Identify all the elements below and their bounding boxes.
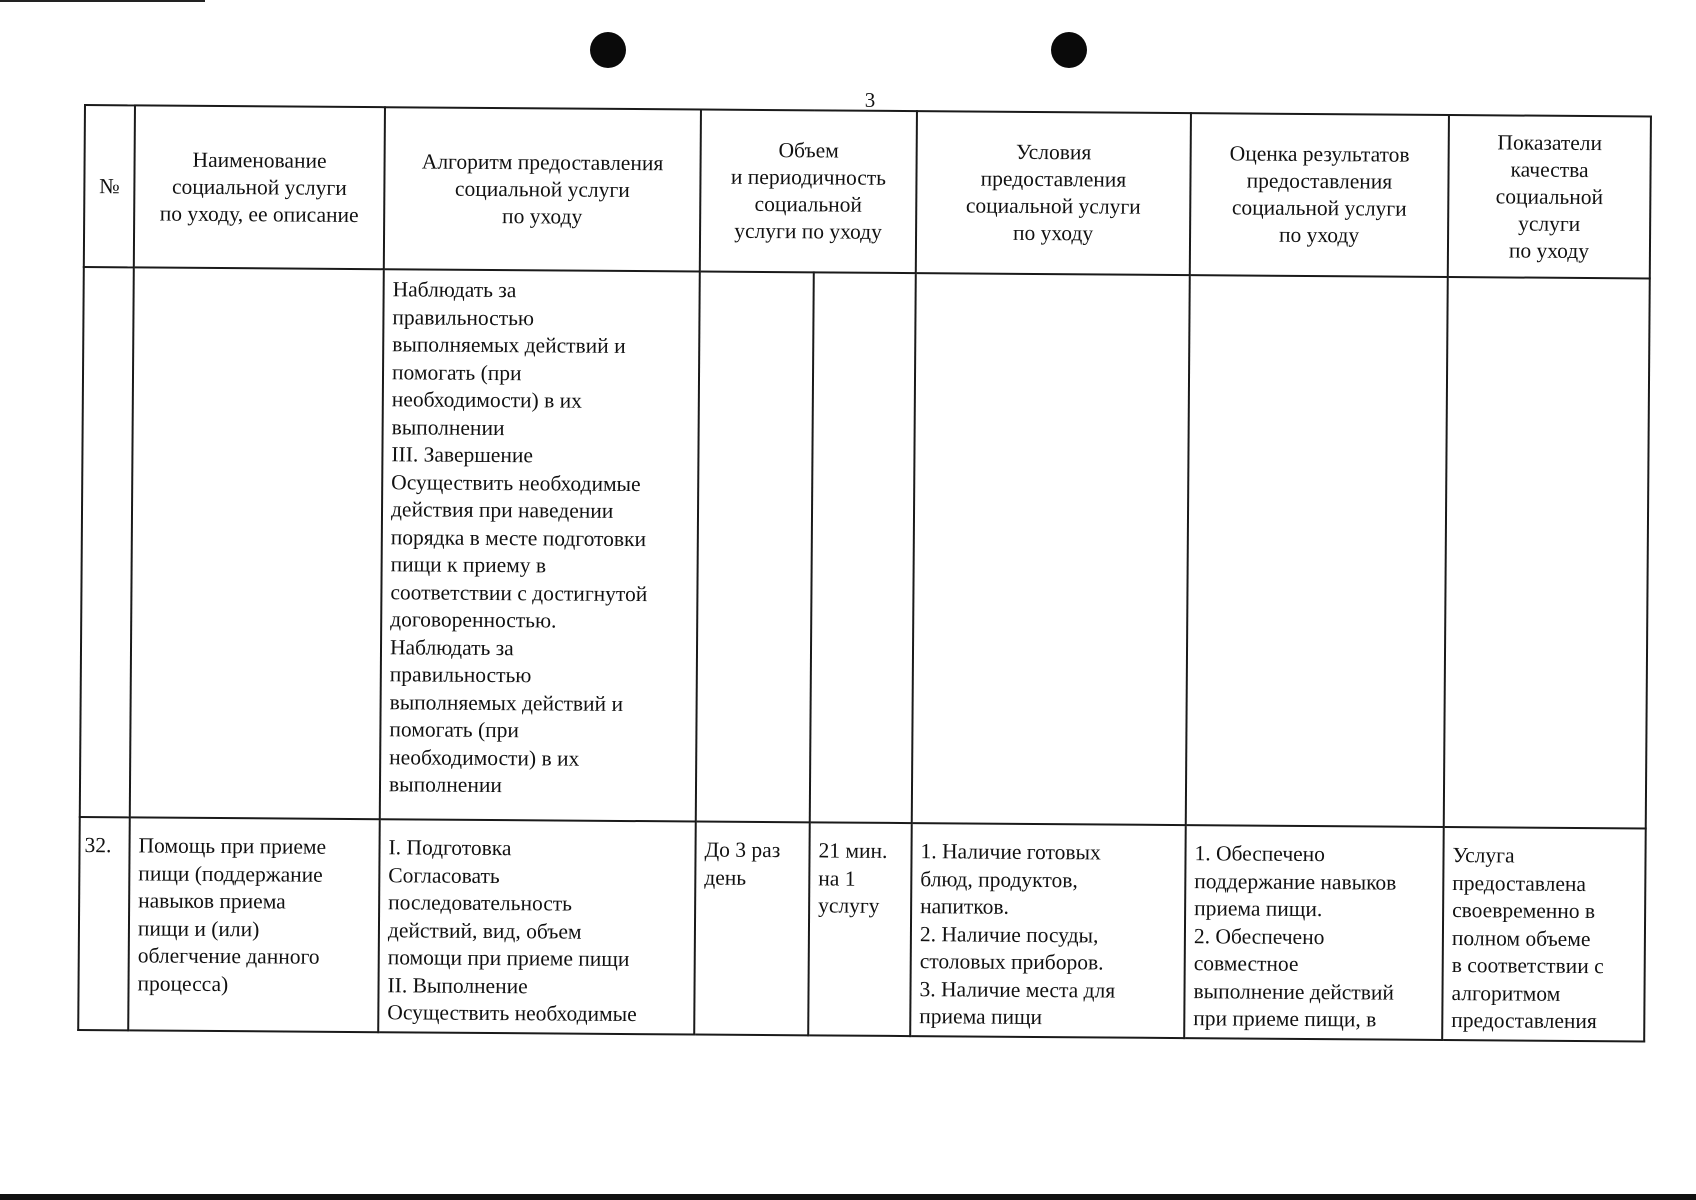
table-header-row: [84, 105, 1651, 278]
header-volume: Объем и периодичность социальной услуги по уходу: [700, 110, 917, 274]
table-row-continuation: [80, 267, 1650, 828]
cell-num-32: 32.: [78, 817, 130, 1030]
services-table: [77, 104, 1652, 1042]
cell-conditions-empty: [912, 273, 1190, 825]
cell-duration-empty: [810, 272, 916, 823]
header-algorithm: Алгоритм предоставления социальной услуги по уходу: [384, 107, 701, 271]
page-number: 3: [864, 88, 876, 112]
cell-name-empty: [130, 267, 384, 819]
cell-evaluation-empty: [1186, 275, 1448, 827]
scan-edge-line-bottom: [0, 1194, 1696, 1200]
punch-hole-left: [590, 32, 626, 68]
scan-edge-line-top: [0, 0, 205, 2]
cell-duration-32: 21 мин. на 1 услугу: [808, 822, 912, 1035]
cell-num-empty: [80, 267, 134, 817]
punch-hole-right: [1051, 32, 1087, 68]
header-evaluation: Оценка результатов предоставления социальной услуги по уходу: [1190, 113, 1449, 277]
cell-algorithm-32: I. Подготовка Согласовать последовательность действий, вид, объем помощи при приеме пищи II. Выполнение Осуществить необходимые: [378, 819, 696, 1034]
table-row-32: [78, 817, 1646, 1041]
cell-algorithm-continuation: Наблюдать за правильностью выполняемых действий и помогать (при необходимости) в их выполнении III. Завершение Осуществить необходимые действия при наведении порядка в месте подготовки пищи к приему в соответствии с достигнутой договоренностью. Наблюдать за правильностью выполняемых действий и помогать (при необходимости) в их выполнении: [380, 269, 700, 821]
cell-periodicity-empty: [696, 272, 814, 823]
cell-quality-empty: [1444, 277, 1650, 828]
cell-name-32: Помощь при приеме пищи (поддержание навыков приема пищи и (или) облегчение данного процесса): [128, 817, 380, 1031]
cell-conditions-32: 1. Наличие готовых блюд, продуктов, напитков. 2. Наличие посуды, столовых приборов. 3. Наличие места для приема пищи: [910, 823, 1186, 1038]
header-num: №: [84, 105, 135, 267]
header-quality: Показатели качества социальной услуги по уходу: [1448, 115, 1651, 278]
header-name: Наименование социальной услуги по уходу, ее описание: [134, 105, 385, 269]
cell-evaluation-32: 1. Обеспечено поддержание навыков приема пищи. 2. Обеспечено совместное выполнение действий при приеме пищи, в: [1184, 825, 1444, 1039]
header-conditions: Условия предоставления социальной услуги по уходу: [916, 111, 1191, 275]
cell-quality-32: Услуга предоставлена своевременно в полном объеме в соответствии с алгоритмом предоставления: [1442, 827, 1646, 1041]
cell-periodicity-32: До 3 раз день: [694, 822, 810, 1035]
